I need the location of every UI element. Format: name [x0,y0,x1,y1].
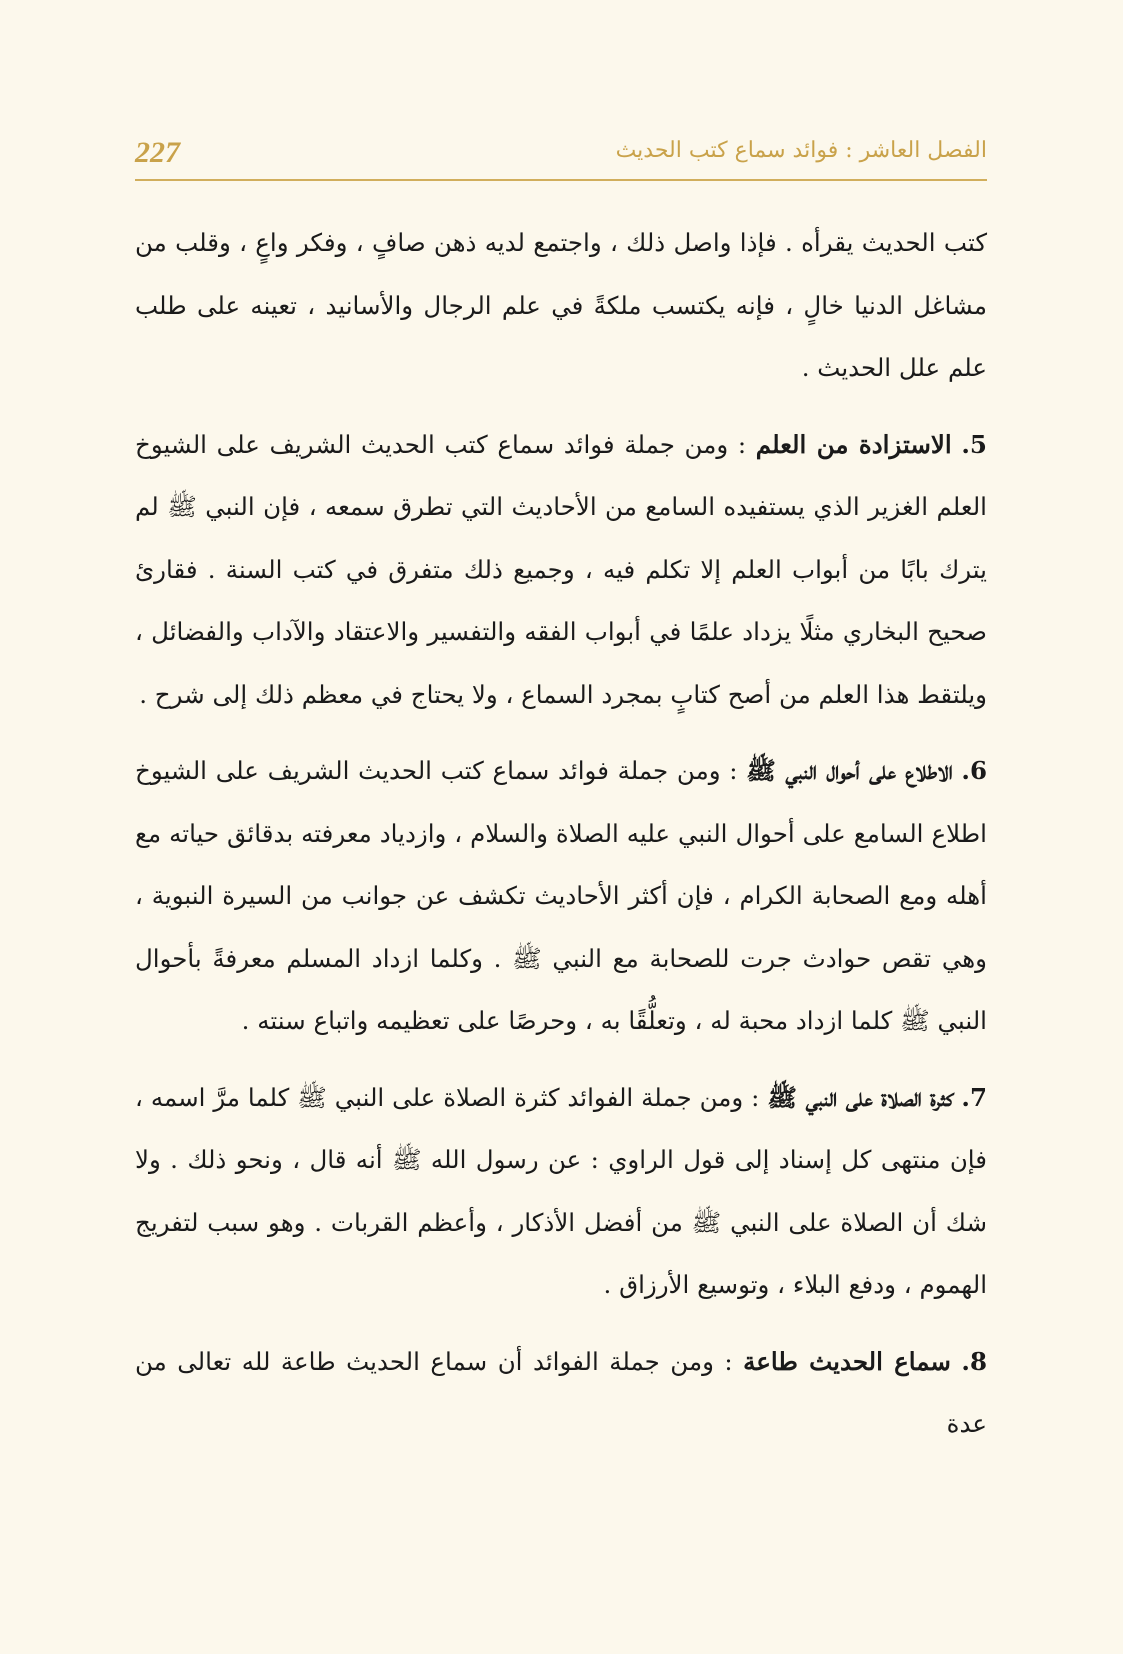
paragraph-text: : ومن جملة فوائد سماع كتب الحديث الشريف على الشيوخ اطلاع السامع على أحوال النبي عليه الصلاة والسلام ، وازدياد معرفته بدقائق حياته مع أهله ومع الصحابة الكرام ، فإن أكثر الأحاديث تكشف عن جوانب من السيرة النبوية ، وهي تقص حوادث جرت للصحابة مع النبي ﷺ . وكلما ازداد المسلم معرفةً بأحوال النبي ﷺ كلما ازداد محبة له ، وتعلُّقًا به ، وحرصًا على تعظيمه واتباع سنته . [135,756,987,1035]
item-number: 8. [961,1346,987,1376]
item-heading: الاطلاع على أحوال النبي ﷺ [746,756,953,785]
paragraph-8 [135,1331,987,1456]
paragraph-continuation [135,212,987,400]
running-header [135,128,987,180]
paragraph-text: : ومن جملة فوائد سماع كتب الحديث الشريف على الشيوخ العلم الغزير الذي يستفيده السامع من الأحاديث التي تطرق سمعه ، فإن النبي ﷺ لم يترك بابًا من أبواب العلم إلا تكلم فيه ، وجميع ذلك متفرق في كتب السنة . فقارئ صحيح البخاري مثلًا يزداد علمًا في أبواب الفقه والتفسير والاعتقاد والآداب والفضائل ، ويلتقط هذا العلم من أصح كتابٍ بمجرد السماع ، ولا يحتاج في معظم ذلك إلى شرح . [135,429,987,709]
paragraph-text: : ومن جملة الفوائد أن سماع الحديث طاعة لله تعالى من عدة [135,1346,987,1438]
item-number: 7. [961,1082,987,1112]
paragraph-text: : ومن جملة الفوائد كثرة الصلاة على النبي ﷺ كلما مرَّ اسمه ، فإن منتهى كل إسناد إلى قول الراوي : عن رسول الله ﷺ أنه قال ، ونحو ذلك . ولا شك أن الصلاة على النبي ﷺ من أفضل الأذكار ، وأعظم القربات . وهو سبب لتفريج الهموم ، ودفع البلاء ، وتوسيع الأرزاق . [135,1082,987,1299]
item-heading: الاستزادة من العلم [755,429,952,459]
paragraph-5 [135,414,987,727]
running-title: الفصل العاشر : فوائد سماع كتب الحديث [615,138,987,163]
page-number: 227 [135,136,180,169]
item-heading: سماع الحديث طاعة [743,1346,951,1376]
header-rule [135,179,987,181]
item-heading: كثرة الصلاة على النبي ﷺ [767,1082,954,1112]
paragraph-6 [135,740,987,1053]
paragraph-text: كتب الحديث يقرأه . فإذا واصل ذلك ، واجتمع لديه ذهن صافٍ ، وفكر واعٍ ، وقلب من مشاغل الدنيا خالٍ ، فإنه يكتسب ملكةً في علم الرجال والأسانيد ، تعينه على طلب علم علل الحديث . [135,228,987,382]
body-text [135,212,987,1470]
item-number: 6. [961,756,987,785]
item-number: 5. [961,429,987,459]
paragraph-7 [135,1067,987,1317]
